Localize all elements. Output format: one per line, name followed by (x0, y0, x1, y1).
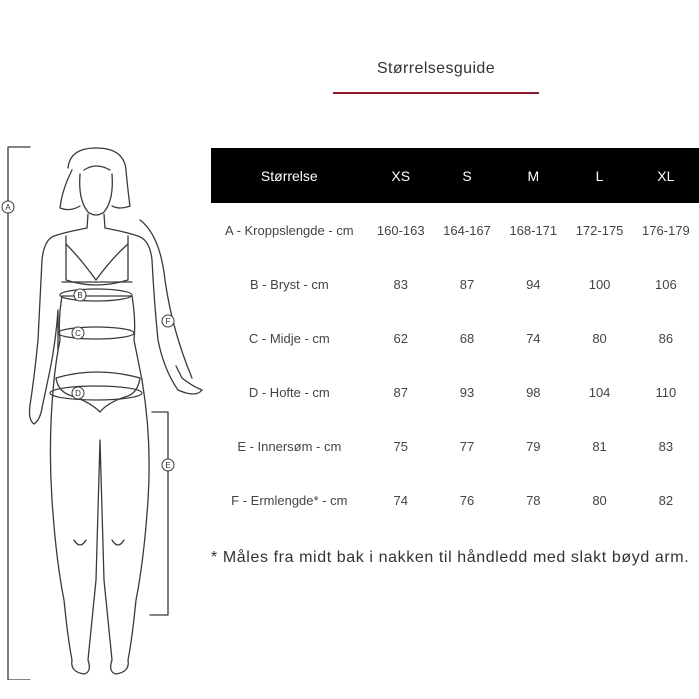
table-cell: 83 (393, 276, 408, 292)
table-cell: 176-179 (641, 222, 690, 238)
table-cell: 75 (393, 438, 408, 454)
table-cell: 74 (526, 330, 541, 346)
title-underline (333, 92, 539, 94)
table-row (211, 257, 699, 311)
table-cell: 93 (459, 384, 475, 400)
size-table (211, 148, 699, 527)
table-row (211, 365, 699, 419)
table-cell: 86 (658, 330, 674, 346)
row-label: D - Hofte - cm (248, 384, 330, 400)
header-size-l: L (566, 148, 632, 203)
table-cell: 168-171 (509, 222, 558, 238)
header-size-label: Størrelse (211, 148, 368, 203)
row-label: F - Ermlengde* - cm (231, 492, 348, 508)
svg-text:C: C (75, 329, 81, 338)
table-cell: 80 (592, 330, 607, 346)
table-cell: 160-163 (376, 222, 425, 238)
header-size-xl: XL (633, 148, 699, 203)
table-cell: 62 (393, 330, 408, 346)
body-measurement-figure (0, 140, 210, 680)
table-cell: 172-175 (575, 222, 624, 238)
table-cell: 83 (658, 438, 674, 454)
row-label: B - Bryst - cm (249, 276, 329, 292)
table-cell: 68 (459, 330, 475, 346)
table-cell: 87 (459, 276, 475, 292)
table-cell: 104 (588, 384, 611, 400)
row-label: A - Kroppslengde - cm (225, 222, 354, 238)
svg-text:F: F (165, 317, 171, 326)
table-cell: 80 (592, 492, 607, 508)
table-cell: 110 (655, 384, 677, 400)
table-row (211, 419, 699, 473)
page-title: Størrelsesguide (376, 60, 496, 77)
header-size-xs: XS (368, 148, 434, 203)
header-size-s: S (434, 148, 500, 203)
svg-text:B: B (77, 291, 83, 300)
svg-text:D: D (75, 389, 81, 398)
table-cell: 98 (526, 384, 541, 400)
table-cell: 87 (393, 384, 408, 400)
footnote: * Måles fra midt bak i nakken til håndledd med slakt bøyd arm. (211, 549, 690, 566)
table-header-row (211, 148, 699, 203)
height-bracket (8, 147, 30, 680)
row-label: C - Midje - cm (248, 330, 330, 346)
row-label: E - Innersøm - cm (237, 438, 342, 454)
table-cell: 94 (526, 276, 541, 292)
table-row (211, 473, 699, 527)
table-cell: 76 (459, 492, 475, 508)
table-cell: 82 (658, 492, 674, 508)
svg-text:E: E (165, 461, 171, 470)
table-cell: 79 (526, 438, 541, 454)
table-row (211, 311, 699, 365)
svg-text:A: A (5, 203, 11, 212)
table-cell: 106 (655, 276, 677, 292)
table-cell: 81 (592, 438, 607, 454)
header-size-m: M (500, 148, 566, 203)
table-cell: 74 (393, 492, 408, 508)
table-row (211, 203, 699, 257)
table-cell: 78 (526, 492, 541, 508)
table-cell: 100 (588, 276, 611, 292)
table-cell: 164-167 (443, 222, 491, 238)
table-cell: 77 (459, 438, 475, 454)
inseam-bracket (150, 412, 171, 615)
